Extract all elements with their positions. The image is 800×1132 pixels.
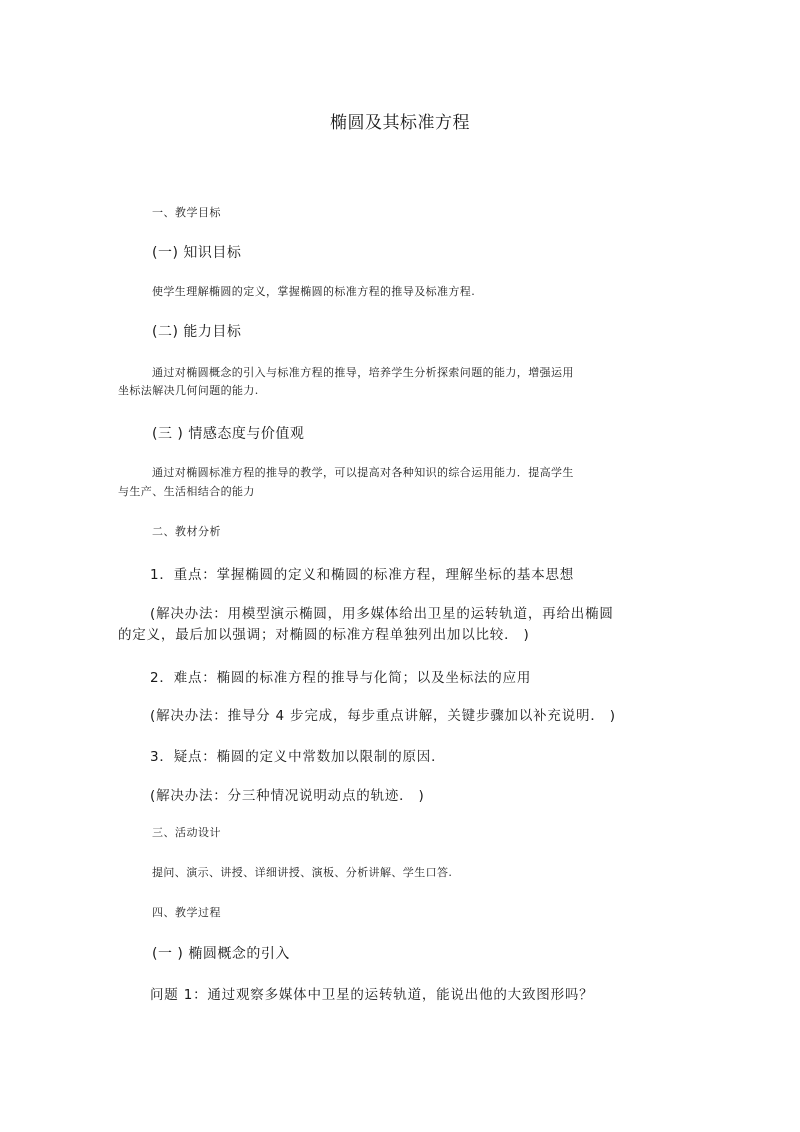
ability-goal-line-1: 通过对椭圆概念的引入与标准方程的推导，培养学生分析探索问题的能力，增强运用 [152,366,574,379]
doubt-point-solution: (解决办法：分三种情况说明动点的轨迹． ) [150,788,425,804]
section-heading-process: 四、教学过程 [152,906,221,919]
ability-goal-line-2: 坐标法解决几何问题的能力. [118,384,259,397]
difficult-point-solution: (解决办法：推导分 4 步完成，每步重点讲解，关键步骤加以补充说明． ) [150,708,616,724]
key-point-solution-line-2: 的定义，最后加以强调；对椭圆的标准方程单独列出加以比较． ) [118,627,530,643]
subheading-concept-intro: (一 ) 椭圆概念的引入 [152,946,290,962]
knowledge-goal-text: 使学生理解椭圆的定义，掌握椭圆的标准方程的推导及标准方程. [152,285,476,298]
activity-text: 提问、演示、讲授、详细讲授、演板、分析讲解、学生口答. [152,866,453,879]
key-point-text: 1．重点：掌握椭圆的定义和椭圆的标准方程，理解坐标的基本思想 [150,567,575,583]
attitude-goal-line-1: 通过对椭圆标准方程的推导的教学，可以提高对各种知识的综合运用能力．提高学生 [152,466,574,479]
doubt-point-text: 3．疑点：椭圆的定义中常数加以限制的原因． [150,749,446,765]
subheading-ability-goal: (二) 能力目标 [152,324,242,340]
section-heading-material: 二、教材分析 [152,525,221,538]
subheading-attitude-goal: (三 ) 情感态度与价值观 [152,426,305,442]
document-title: 椭圆及其标准方程 [330,113,470,133]
subheading-knowledge-goal: (一) 知识目标 [152,245,242,261]
difficult-point-text: 2．难点：椭圆的标准方程的推导与化简；以及坐标法的应用 [150,670,532,686]
attitude-goal-line-2: 与生产、生活相结合的能力 [118,485,255,498]
question-1-text: 问题 1：通过观察多媒体中卫星的运转轨道，能说出他的大致图形吗？ [150,987,594,1003]
section-heading-activity: 三、活动设计 [152,826,221,839]
section-heading-objectives: 一、教学目标 [152,206,221,219]
key-point-solution-line-1: (解决办法：用模型演示椭圆，用多媒体给出卫星的运转轨道，再给出椭圆 [150,606,614,622]
